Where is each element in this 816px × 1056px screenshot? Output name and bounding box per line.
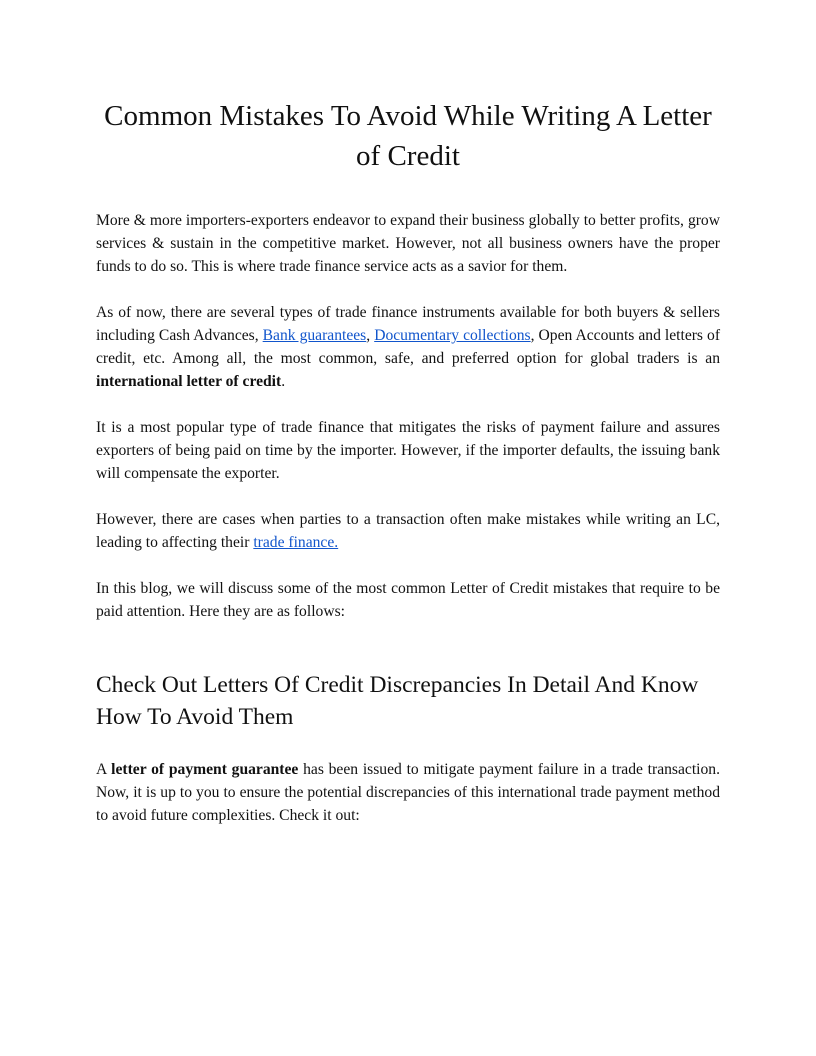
guarantee-paragraph [96, 758, 720, 827]
popularity-paragraph [96, 416, 720, 485]
instruments-text-start: As of now, there are several types of trade finance instruments available for both buyers & sellers including Cash Advances, [96, 304, 720, 344]
document-page [96, 0, 720, 827]
instruments-separator: , [366, 327, 375, 344]
guarantee-text-start: A [96, 761, 112, 778]
mistakes-paragraph [96, 508, 720, 554]
trade-finance-link[interactable]: trade finance. [253, 534, 339, 551]
instruments-text-middle: , Open Accounts and letters of credit, etc. Among all, the most common, safe, and preferred option for global traders is an [96, 327, 721, 367]
documentary-collections-link[interactable]: Documentary collections [374, 327, 531, 344]
intro-text: More & more importers-exporters endeavor to expand their business globally to better profits, grow services & sustain in the competitive market. However, not all business owners have the proper funds to do so. This is where trade finance service acts as a savior for them. [96, 212, 720, 275]
international-lc-bold: international letter of credit [96, 373, 282, 390]
payment-guarantee-bold: letter of payment guarantee [111, 761, 299, 778]
blog-intro-text: In this blog, we will discuss some of the most common Letter of Credit mistakes that require to be paid attention. Here they are as follows: [96, 580, 720, 620]
section-heading: Check Out Letters Of Credit Discrepancies In Detail And Know How To Avoid Them [96, 672, 699, 730]
page-title: Common Mistakes To Avoid While Writing A Letter of Credit [104, 100, 712, 172]
blog-intro-paragraph [96, 577, 720, 623]
instruments-paragraph [96, 301, 720, 393]
instruments-text-end: . [281, 373, 286, 390]
popularity-text: It is a most popular type of trade finance that mitigates the risks of payment failure and assures exporters of being paid on time by the importer. However, if the importer defaults, the issuing bank will compensate the exporter. [96, 419, 720, 482]
intro-paragraph [96, 209, 720, 278]
bank-guarantees-link[interactable]: Bank guarantees [262, 327, 367, 344]
mistakes-text: However, there are cases when parties to a transaction often make mistakes while writing an LC, leading to affecting their [96, 511, 720, 551]
guarantee-text-end: has been issued to mitigate payment failure in a trade transaction. Now, it is up to you to ensure the potential discrepancies of this international trade payment method to avoid future complexities. Check it out: [96, 761, 720, 824]
